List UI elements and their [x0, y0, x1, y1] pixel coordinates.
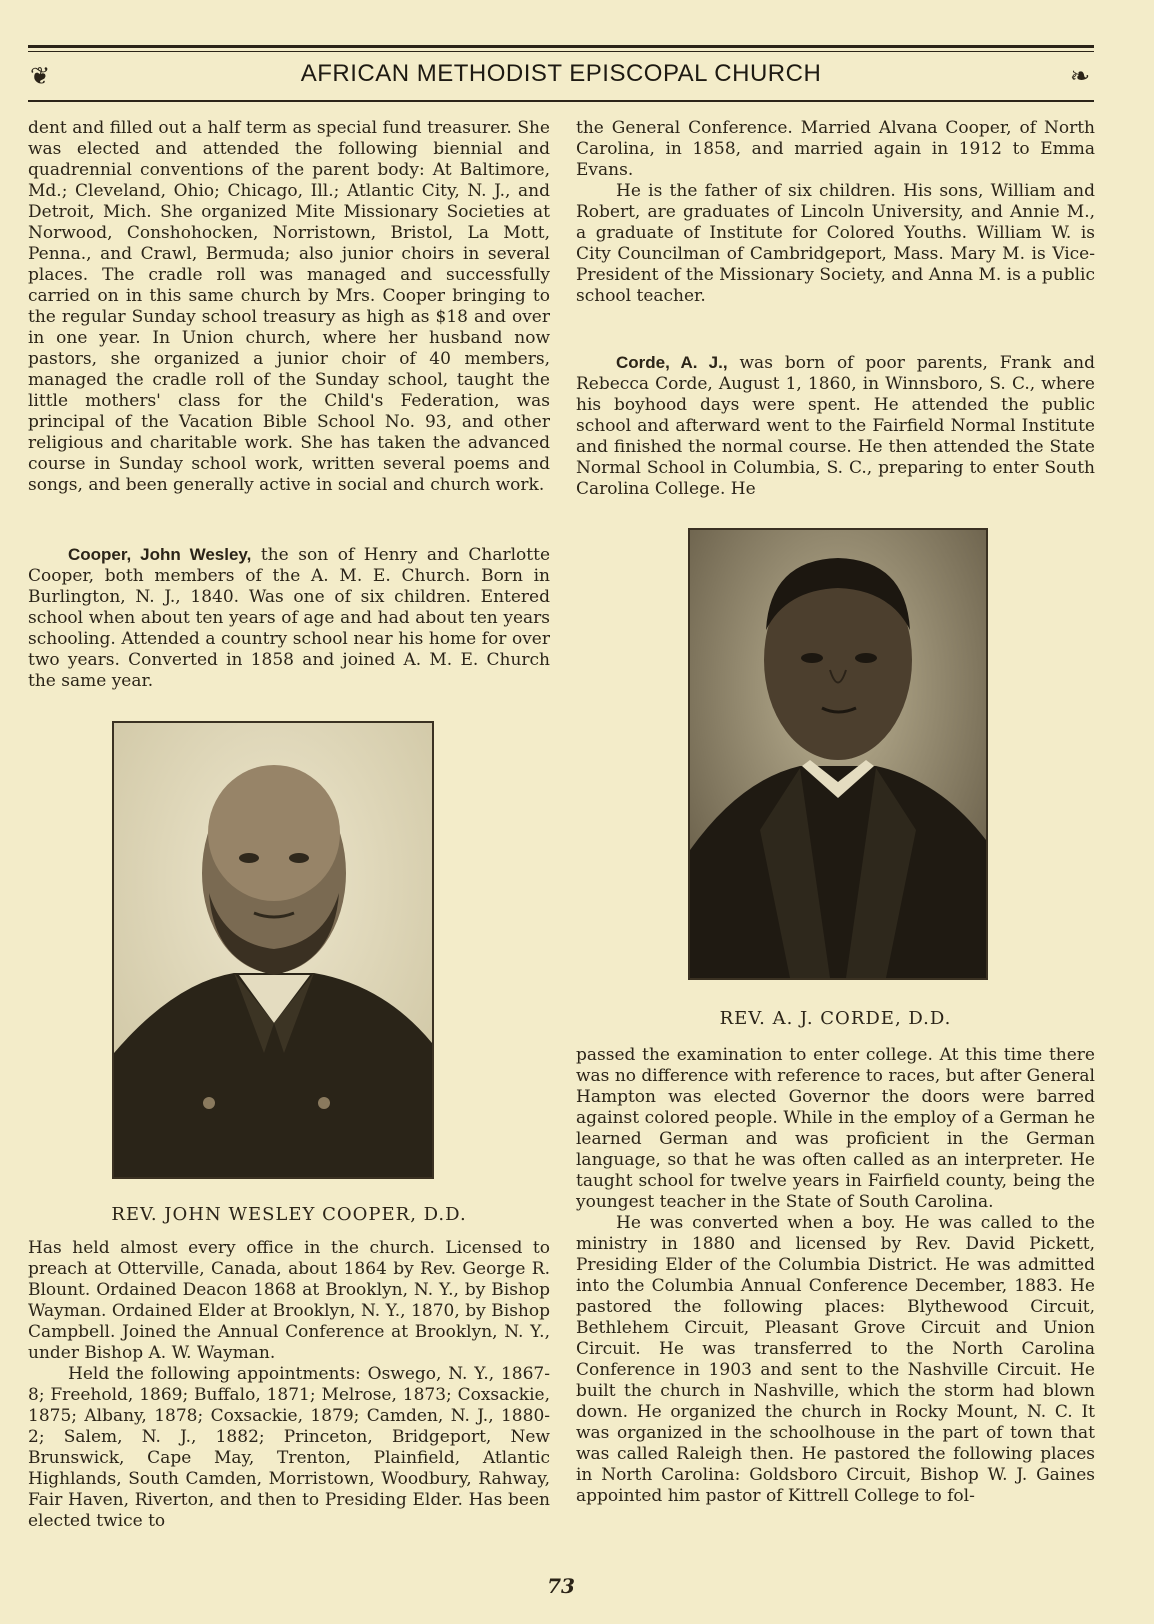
paragraph: [28, 544, 550, 692]
header-rule-top: [28, 45, 1094, 48]
column-right-bottom: [576, 1045, 1095, 1507]
paragraph: passed the examination to enter college. At this time there was no difference with reference to races, but after General Hampton was elected Governor the doors were barred against colored people. While in the employ of a German he learned German and was proficient in the German language, so that he was often called as an interpreter. He taught school for twelve years in Fairfield county, being the youngest teacher in the State of South Carolina.: [576, 1045, 1095, 1212]
corde-bio-intro: [576, 352, 1095, 500]
bio-text: the son of Henry and Charlotte Cooper, both members of the A. M. E. Church. Born in Burlington, N. J., 1840. Was one of six children. Entered school when about ten years of age and had about ten years schooling. Attended a country school near his home for over two years. Converted in 1858 and joined A. M. E. Church the same year.: [28, 545, 550, 691]
paragraph: Has held almost every office in the church. Licensed to preach at Otterville, Canada, about 1864 by Rev. George R. Blount. Ordained Deacon 1868 at Brooklyn, N. Y., by Bishop Wayman. Ordained Elder at Brooklyn, N. Y., 1870, by Bishop Campbell. Joined the Annual Conference at Brooklyn, N. Y., under Bishop A. W. Wayman.: [28, 1238, 550, 1363]
ornament-icon: ❧: [1070, 62, 1091, 90]
cooper-bio-intro: [28, 544, 550, 692]
header-rule-thin: [28, 51, 1094, 52]
paragraph: He was converted when a boy. He was called to the ministry in 1880 and licensed by Rev. David Pickett, Presiding Elder of the Columbia District. He was admitted into the Columbia Annual Conference December, 1883. He pastored the following places: Blythewood Circuit, Bethlehem Circuit, Pleasant Grove Circuit and Union Circuit. He was transferred to the North Carolina Conference in 1903 and sent to the Nashville Circuit. He built the church in Nashville, which the storm had blown down. He organized the church in Rocky Mount, N. C. It was organized in the schoolhouse in the part of town that was called Raleigh then. He pastored the following places in North Carolina: Goldsboro Circuit, Bishop W. J. Gaines appointed him pastor of Kittrell College to fol-: [576, 1213, 1095, 1506]
photo-caption: REV. A. J. CORDE, D.D.: [719, 1008, 952, 1029]
photo-caption: REV. JOHN WESLEY COOPER, D.D.: [111, 1204, 467, 1225]
paragraph: He is the father of six children. His sons, William and Robert, are graduates of Lincoln University, and Annie M., a graduate of Institute for Colored Youths. William W. is City Councilman of Cambridgeport, Mass. Mary M. is Vice-President of the Missionary Society, and Anna M. is a public school teacher.: [576, 181, 1095, 306]
column-right-top: [576, 118, 1095, 307]
column-left-bottom: [28, 1238, 550, 1532]
portrait-photo-cooper: [112, 721, 434, 1179]
ornament-icon: ❦: [30, 62, 51, 90]
paragraph: [576, 352, 1095, 500]
page-number: 73: [547, 1574, 575, 1598]
paragraph: Held the following appointments: Oswego, N. Y., 1867-8; Freehold, 1869; Buffalo, 1871; Melrose, 1873; Coxsackie, 1875; Albany, 1878; Coxsackie, 1879; Camden, N. J., 1880-2; Salem, N. J., 1882; Princeton, Bridgeport, New Brunswick, Cape May, Trenton, Plainfield, Atlantic Highlands, South Camden, Morristown, Woodbury, Rahway, Fair Haven, Riverton, and then to Presiding Elder. Has been elected twice to: [28, 1364, 550, 1531]
bio-name-heading: Corde, A. J.,: [616, 353, 728, 372]
portrait-image: [690, 530, 986, 978]
portrait-image: [114, 723, 432, 1177]
column-left-top: [28, 118, 550, 496]
bio-name-heading: Cooper, John Wesley,: [68, 545, 252, 564]
paragraph: the General Conference. Married Alvana Cooper, of North Carolina, in 1858, and married again in 1912 to Emma Evans.: [576, 118, 1095, 180]
running-header: AFRICAN METHODIST EPISCOPAL CHURCH: [300, 60, 822, 87]
bio-text: was born of poor parents, Frank and Rebecca Corde, August 1, 1860, in Winnsboro, S. C., where his boyhood days were spent. He attended the public school and afterward went to the Fairfield Normal Institute and finished the normal course. He then attended the State Normal School in Columbia, S. C., preparing to enter South Carolina College. He: [576, 353, 1096, 499]
header-rule-bottom: [28, 100, 1094, 102]
portrait-photo-corde: [688, 528, 988, 980]
paragraph: dent and filled out a half term as special fund treasurer. She was elected and attended the following biennial and quadrennial conventions of the parent body: At Baltimore, Md.; Cleveland, Ohio; Chicago, Ill.; Atlantic City, N. J., and Detroit, Mich. She organized Mite Missionary Societies at Norwood, Conshohocken, Norristown, Bristol, La Mott, Penna., and Crawl, Bermuda; also junior choirs in several places. The cradle roll was managed and successfully carried on in this same church by Mrs. Cooper bringing to the regular Sunday school treasury as high as $18 and over in one year. In Union church, where her husband now pastors, she organized a junior choir of 40 members, managed the cradle roll of the Sunday school, taught the little mothers' class for the Child's Federation, was principal of the Vacation Bible School No. 93, and other religious and charitable work. She has taken the advanced course in Sunday school work, written several poems and songs, and been generally active in social and church work.: [28, 118, 550, 495]
